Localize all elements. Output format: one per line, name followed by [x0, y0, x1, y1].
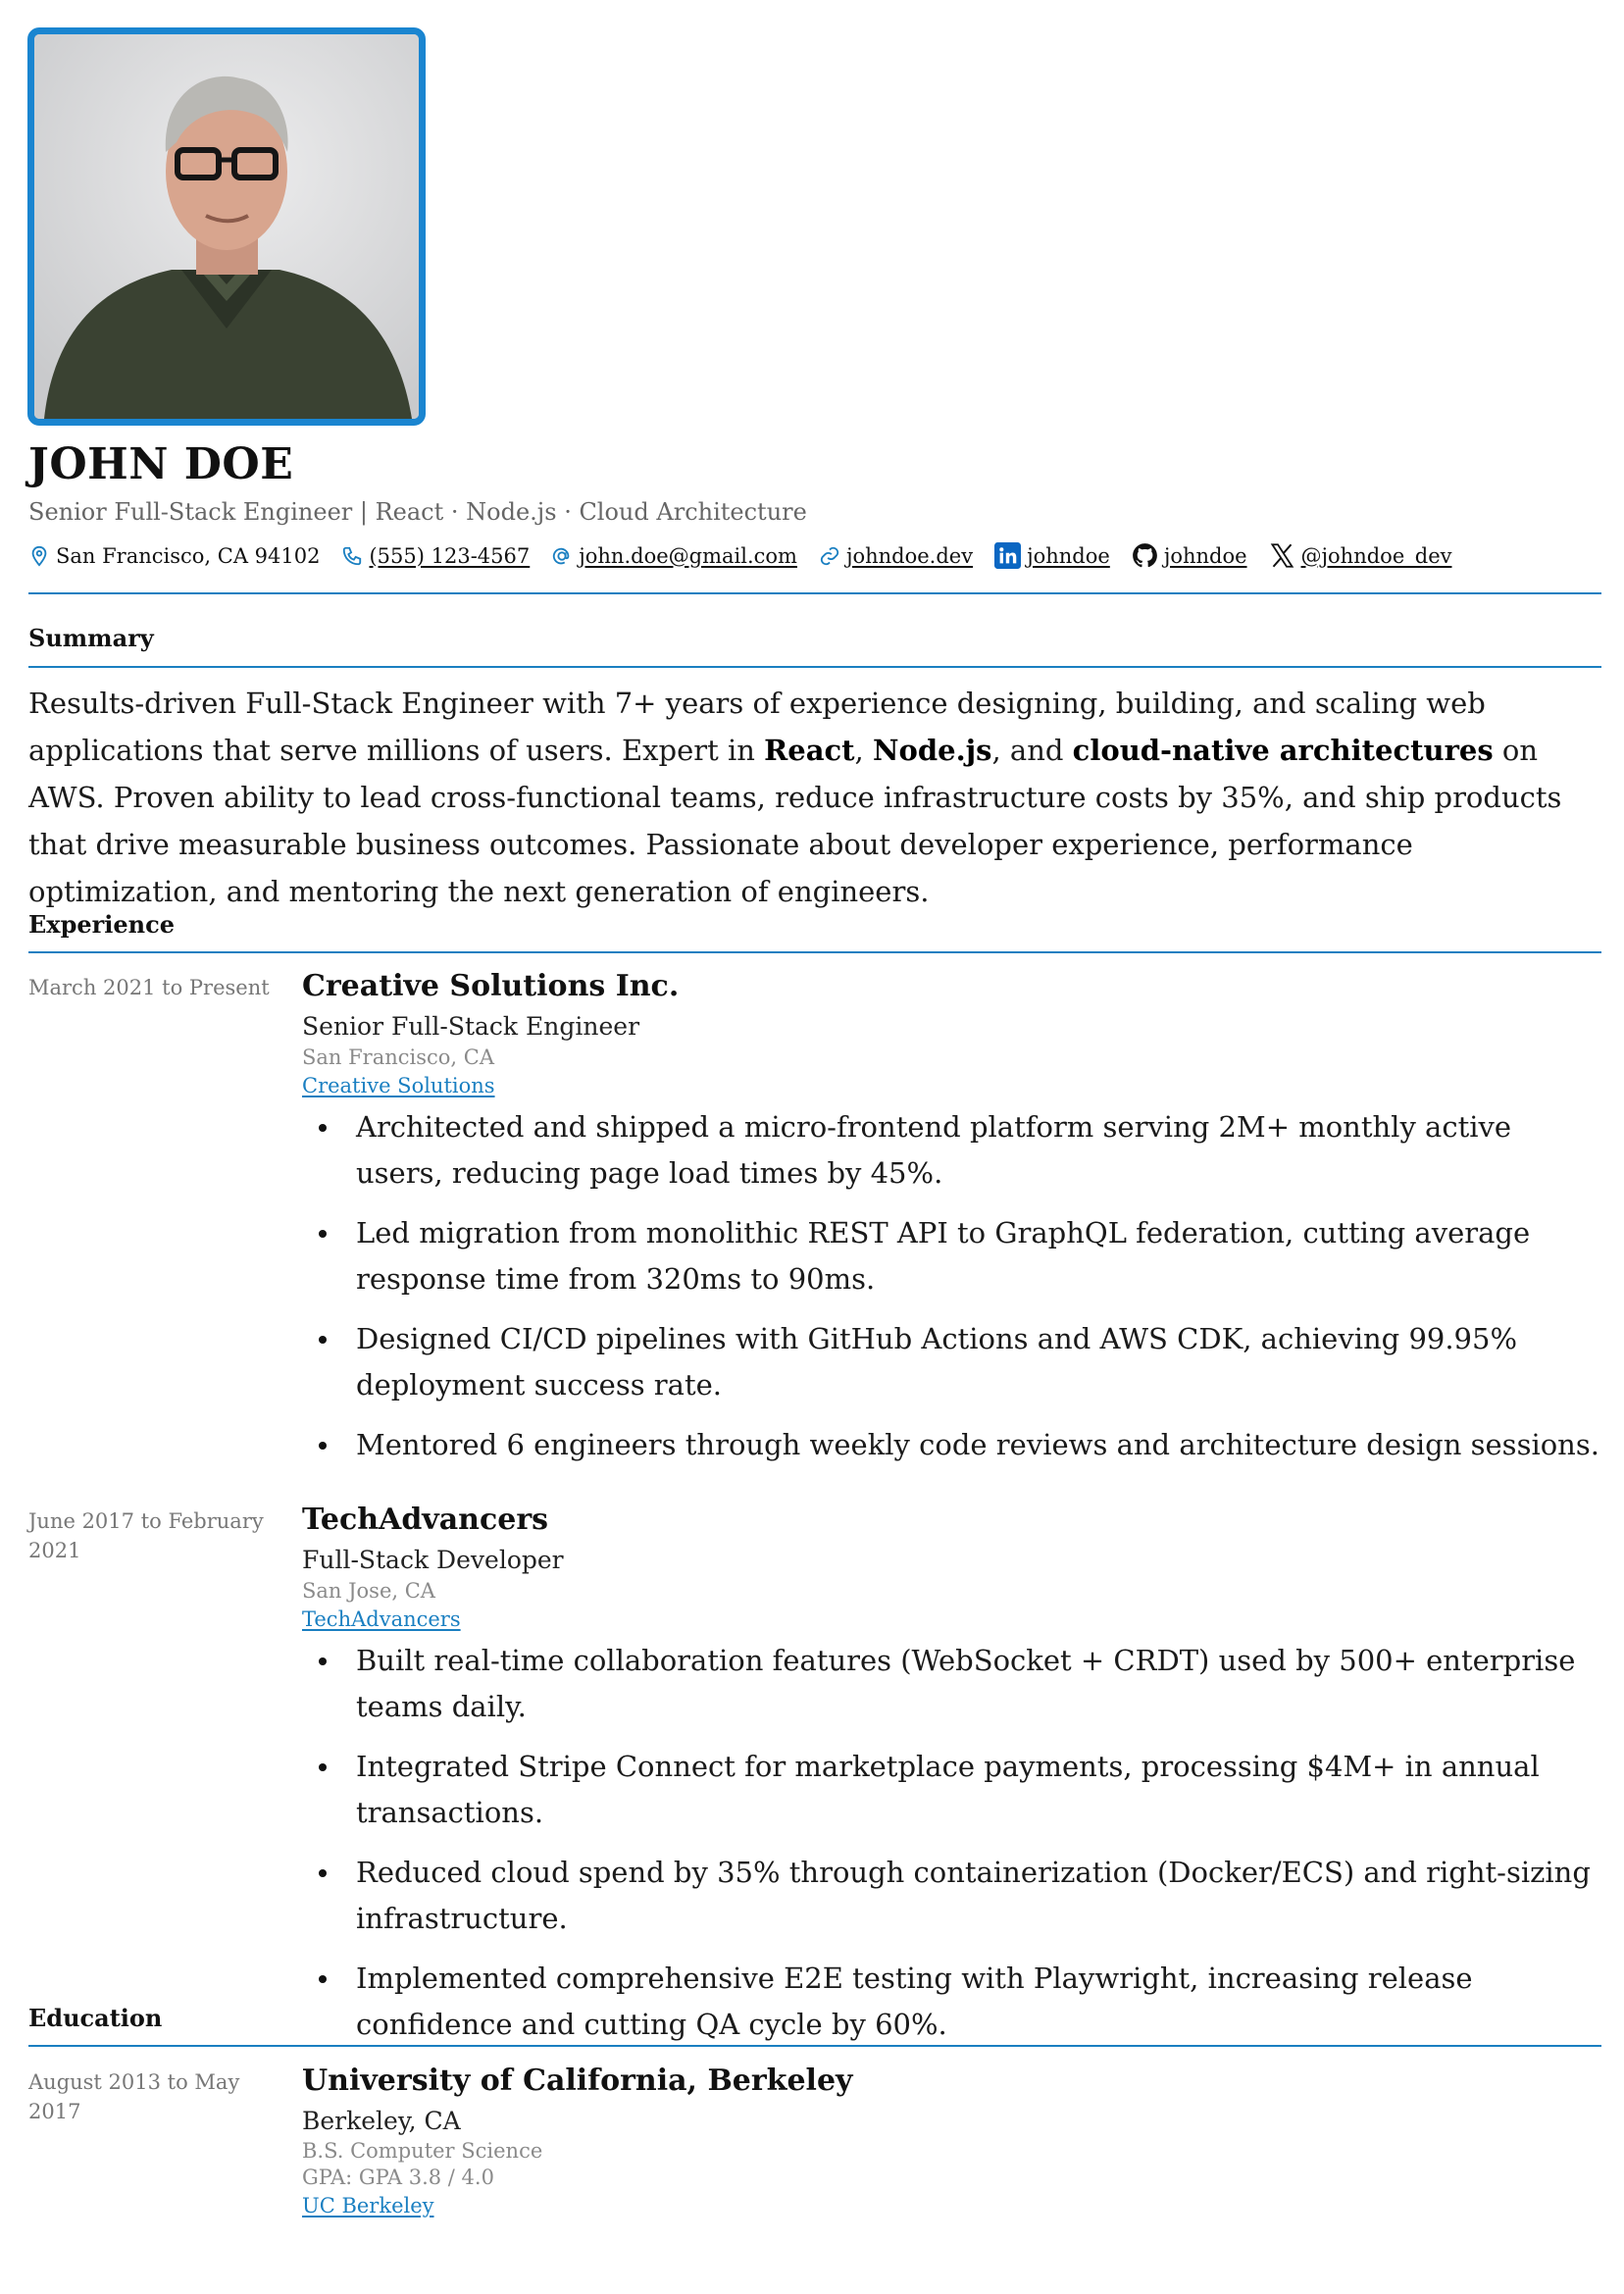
job-location: San Francisco, CA — [302, 1045, 495, 1069]
linkedin-icon — [994, 542, 1021, 569]
list-item: Implemented comprehensive E2E testing with Playwright, increasing release confidence and cutting QA cycle by 60%. — [356, 1956, 1601, 2048]
contact-bar — [28, 542, 1473, 569]
summary-bold-cloud: cloud-native architectures — [1072, 734, 1494, 767]
github-icon — [1132, 542, 1158, 569]
summary-title: Summary — [28, 624, 154, 652]
contact-linkedin[interactable] — [994, 542, 1110, 569]
profile-photo — [27, 27, 426, 426]
gpa: GPA: GPA 3.8 / 4.0 — [302, 2166, 494, 2189]
company-link[interactable]: TechAdvancers — [302, 1607, 461, 1631]
x-twitter-icon — [1269, 542, 1295, 569]
company-name: TechAdvancers — [302, 1503, 549, 1537]
map-pin-icon — [28, 545, 50, 567]
list-item: Built real-time collaboration features (WebSocket + CRDT) used by 500+ enterprise teams daily. — [356, 1638, 1601, 1730]
email-link[interactable]: john.doe@gmail.com — [579, 543, 797, 568]
school-link[interactable]: UC Berkeley — [302, 2194, 434, 2218]
school-name: University of California, Berkeley — [302, 2064, 853, 2098]
company-link[interactable]: Creative Solutions — [302, 1074, 495, 1097]
candidate-name: JOHN DOE — [28, 439, 294, 489]
experience-bullets — [302, 1638, 1601, 2048]
experience-date: June 2017 to February 2021 — [28, 1509, 264, 1562]
company-name: Creative Solutions Inc. — [302, 969, 680, 1003]
experience-divider — [28, 951, 1601, 953]
list-item: Led migration from monolithic REST API to GraphQL federation, cutting average response time from 320ms to 90ms. — [356, 1210, 1601, 1302]
phone-link[interactable]: (555) 123-4567 — [369, 543, 531, 568]
education-divider — [28, 2045, 1601, 2047]
education-date: August 2013 to May 2017 — [28, 2070, 240, 2123]
job-title: Full-Stack Developer — [302, 1546, 564, 1574]
github-link[interactable]: johndoe — [1163, 543, 1247, 568]
education-title: Education — [28, 2004, 163, 2032]
headline: Senior Full-Stack Engineer | React · Node.js · Cloud Architecture — [28, 498, 807, 526]
experience-body — [302, 1503, 1601, 2062]
summary-text — [28, 680, 1598, 915]
summary-sep: , and — [991, 734, 1073, 767]
x-link[interactable]: @johndoe_dev — [1300, 543, 1452, 568]
contact-x[interactable] — [1269, 542, 1452, 569]
list-item: Designed CI/CD pipelines with GitHub Actions and AWS CDK, achieving 99.95% deployment success rate. — [356, 1316, 1601, 1408]
experience-body — [302, 969, 1601, 1482]
list-item: Reduced cloud spend by 35% through containerization (Docker/ECS) and right-sizing infrastructure. — [356, 1850, 1601, 1942]
contact-website[interactable] — [819, 544, 973, 568]
profile-photo-illustration — [34, 34, 419, 419]
summary-sep: , — [854, 734, 873, 767]
summary-divider — [28, 666, 1601, 668]
job-location: San Jose, CA — [302, 1579, 435, 1603]
summary-bold-react: React — [764, 734, 855, 767]
contact-location-text: San Francisco, CA 94102 — [56, 543, 321, 568]
contact-email[interactable] — [551, 544, 797, 568]
job-title: Senior Full-Stack Engineer — [302, 1012, 640, 1041]
experience-date: March 2021 to Present — [28, 976, 270, 999]
education-body — [302, 2064, 1601, 2220]
link-icon — [819, 545, 840, 567]
contact-phone[interactable] — [341, 544, 530, 568]
summary-bold-node: Node.js — [872, 734, 992, 767]
school-location: Berkeley, CA — [302, 2107, 461, 2135]
experience-bullets — [302, 1104, 1601, 1468]
header-divider — [28, 592, 1601, 594]
summary-text-part: Results-driven Full-Stack Engineer with 7+ years of experience designing, building, and scaling web applications that serve millions of users. Expert in — [28, 687, 1486, 767]
list-item: Integrated Stripe Connect for marketplace payments, processing $4M+ in annual transactions. — [356, 1744, 1601, 1836]
list-item: Mentored 6 engineers through weekly code reviews and architecture design sessions. — [356, 1422, 1601, 1468]
linkedin-link[interactable]: johndoe — [1027, 543, 1110, 568]
list-item: Architected and shipped a micro-frontend platform serving 2M+ monthly active users, reducing page load times by 45%. — [356, 1104, 1601, 1197]
summary-text-part: on AWS. Proven ability to lead cross-functional teams, reduce infrastructure costs by 35%, and ship products that drive measurable business outcomes. Passionate about developer experience, performance optimization, and mentoring the next generation of engineers. — [28, 734, 1562, 908]
phone-icon — [341, 545, 363, 567]
contact-location — [28, 544, 320, 568]
at-sign-icon — [551, 545, 573, 567]
contact-github[interactable] — [1132, 542, 1247, 569]
degree: B.S. Computer Science — [302, 2139, 543, 2163]
website-link[interactable]: johndoe.dev — [845, 543, 974, 568]
experience-title: Experience — [28, 910, 176, 939]
